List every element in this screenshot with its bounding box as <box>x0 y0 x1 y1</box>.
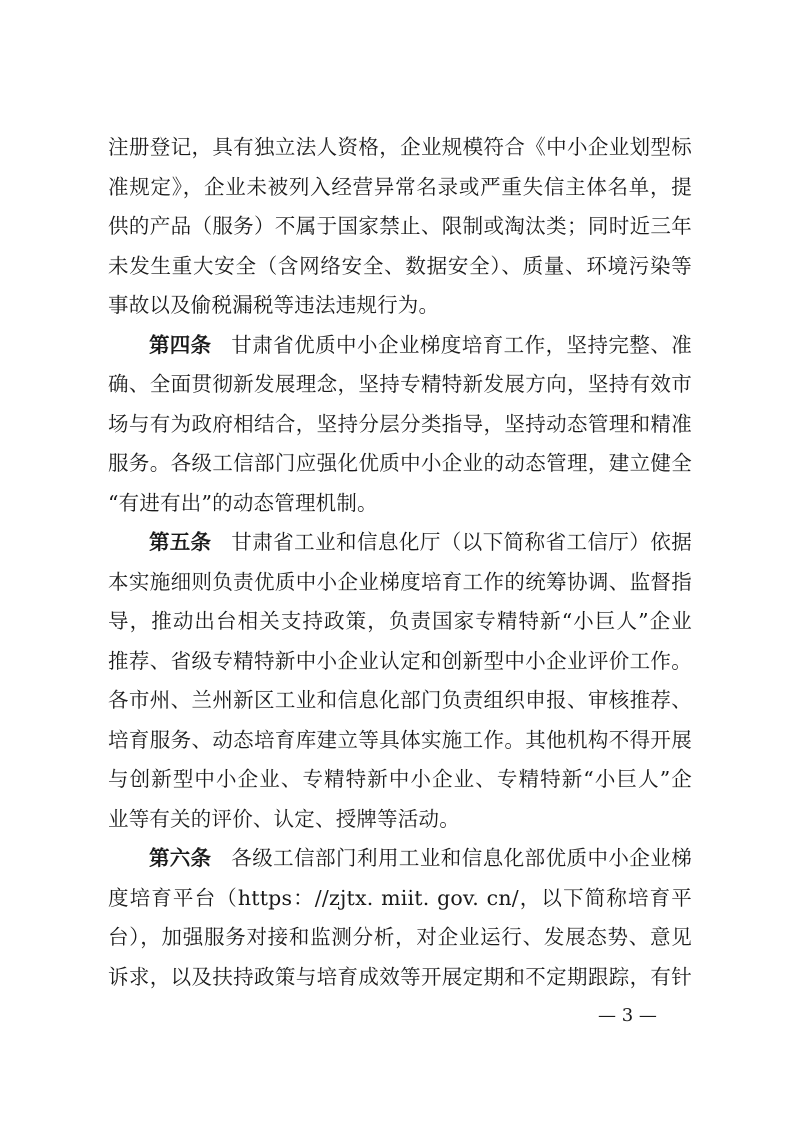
article-4 <box>108 326 692 524</box>
text-line: 供的产品（服务）不属于国家禁止、限制或淘汰类；同时近三年 <box>108 214 692 238</box>
text-line: 未发生重大安全（含网络安全、数据安全）、质量、环境污染等 <box>108 253 692 278</box>
article-5 <box>108 523 692 839</box>
text-line: 业等有关的评价、认定、授牌等活动。 <box>108 806 460 831</box>
text-line: 确、全面贯彻新发展理念，坚持专精特新发展方向，坚持有效市 <box>108 372 692 396</box>
paragraph-continuation <box>108 128 692 326</box>
text-line: 服务。各级工信部门应强化优质中小企业的动态管理，建立健全 <box>108 451 692 475</box>
text-line: 注册登记，具有独立法人资格，企业规模符合《中小企业划型标 <box>108 135 692 159</box>
text-line: 导，推动出台相关支持政策，负责国家专精特新“小巨人”企业 <box>108 609 692 633</box>
text-line: 与创新型中小企业、专精特新中小企业、专精特新“小巨人”企 <box>108 767 692 791</box>
article-label: 第五条 <box>149 530 212 554</box>
text-line: 各市州、兰州新区工业和信息化部门负责组织申报、审核推荐、 <box>108 688 692 712</box>
text-line: 事故以及偷税漏税等违法违规行为。 <box>108 293 440 317</box>
article-6 <box>108 839 692 997</box>
text-line: 甘肃省工业和信息化厅（以下简称省工信厅）依据 <box>231 530 692 554</box>
text-line: 各级工信部门利用工业和信息化部优质中小企业梯 <box>231 846 692 870</box>
text-line: 培育服务、动态培育库建立等具体实施工作。其他机构不得开展 <box>108 727 692 752</box>
article-first-line <box>108 839 692 879</box>
article-label: 第四条 <box>149 332 212 357</box>
text-line: 场与有为政府相结合，坚持分层分类指导，坚持动态管理和精准 <box>108 411 692 436</box>
article-label: 第六条 <box>149 846 212 870</box>
text-line: 准规定》，企业未被列入经营异常名录或严重失信主体名单，提 <box>108 174 692 199</box>
text-line: 本实施细则负责优质中小企业梯度培育工作的统筹协调、监督指 <box>108 569 692 594</box>
text-line: 推荐、省级专精特新中小企业认定和创新型中小企业评价工作。 <box>108 648 692 673</box>
text-line: 诉求，以及扶持政策与培育成效等开展定期和不定期跟踪，有针 <box>108 964 692 989</box>
article-first-line <box>108 326 692 366</box>
document-page <box>108 128 692 997</box>
text-line: 甘肃省优质中小企业梯度培育工作，坚持完整、准 <box>231 332 692 357</box>
text-line: 度培育平台（https：//zjtx. miit. gov. cn/，以下简称培育平 <box>108 885 692 910</box>
page-number: — 3 — <box>598 1005 657 1026</box>
text-line: “有进有出”的动态管理机制。 <box>108 490 378 515</box>
article-first-line <box>108 523 692 563</box>
text-line: 台），加强服务对接和监测分析，对企业运行、发展态势、意见 <box>108 925 692 949</box>
